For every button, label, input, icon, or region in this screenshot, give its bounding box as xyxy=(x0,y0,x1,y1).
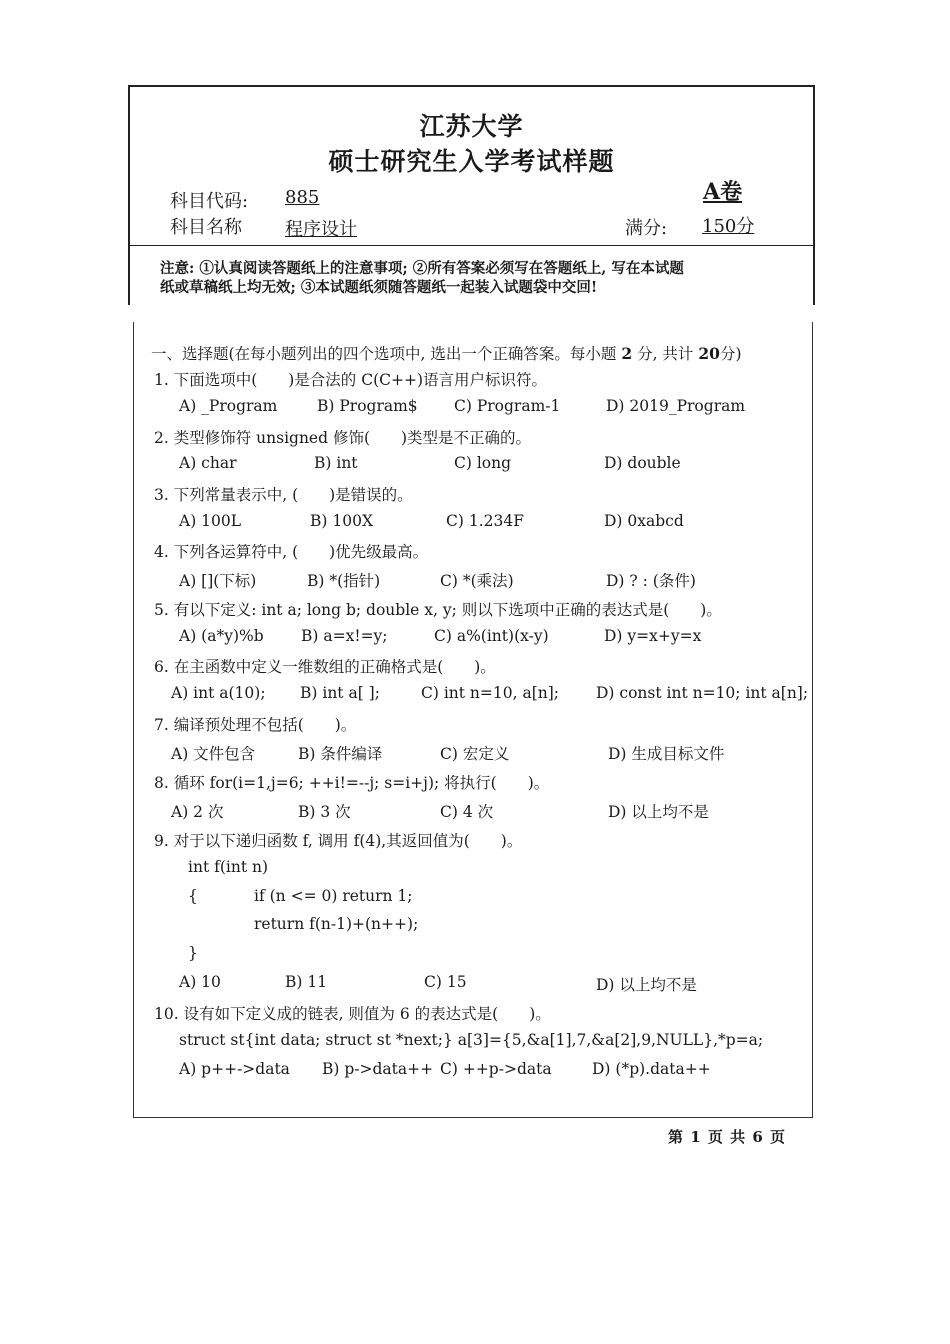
subject-name: 程序设计 xyxy=(285,219,357,240)
code-line: return f(n-1)+(n++); xyxy=(254,915,419,933)
header-divider xyxy=(130,245,813,246)
question-8: 8. 循环 for(i=1,j=6; ++i!=--j; s=i+j); 将执行( )。 xyxy=(154,774,550,792)
option-9a: A) 10 xyxy=(179,973,221,991)
option-8d: D) 以上均不是 xyxy=(608,803,709,821)
option-10d: D) (*p).data++ xyxy=(592,1060,711,1078)
subject-code-label: 科目代码: xyxy=(170,191,249,212)
option-4a: A) [](下标) xyxy=(179,572,257,590)
option-6d: D) const int n=10; int a[n]; xyxy=(596,684,809,702)
option-8b: B) 3 次 xyxy=(298,803,351,821)
question-2: 2. 类型修饰符 unsigned 修饰( )类型是不正确的。 xyxy=(154,429,532,447)
option-2d: D) double xyxy=(604,454,681,472)
option-4b: B) *(指针) xyxy=(307,572,381,590)
option-2b: B) int xyxy=(314,454,358,472)
question-5: 5. 有以下定义: int a; long b; double x, y; 则以下选项中正确的表达式是( )。 xyxy=(154,601,722,619)
notice-line-1: 注意: ①认真阅读答题纸上的注意事项; ②所有答案必须写在答题纸上, 写在本试题 xyxy=(160,260,684,277)
question-body xyxy=(133,322,813,1118)
option-9d: D) 以上均不是 xyxy=(596,976,697,994)
code-line: int f(int n) xyxy=(188,858,269,876)
option-5a: A) (a*y)%b xyxy=(179,627,264,645)
section-title: 一、选择题(在每小题列出的四个选项中, 选出一个正确答案。每小题 2 分, 共计 20分) xyxy=(151,344,742,363)
option-7c: C) 宏定义 xyxy=(440,745,510,763)
question-3: 3. 下列常量表示中, ( )是错误的。 xyxy=(154,486,413,504)
question-10: 10. 设有如下定义成的链表, 则值为 6 的表达式是( )。 xyxy=(154,1005,551,1023)
exam-title: 硕士研究生入学考试样题 xyxy=(328,147,615,176)
question-1: 1. 下面选项中( )是合法的 C(C++)语言用户标识符。 xyxy=(154,371,548,389)
points-total: 20 xyxy=(698,344,720,363)
option-8c: C) 4 次 xyxy=(440,803,494,821)
option-6a: A) int a(10); xyxy=(171,684,266,702)
option-2c: C) long xyxy=(454,454,512,472)
option-1a: A) _Program xyxy=(179,397,278,415)
option-10c: C) ++p->data xyxy=(440,1060,552,1078)
exam-header xyxy=(128,85,815,305)
option-7d: D) 生成目标文件 xyxy=(608,745,725,763)
option-3c: C) 1.234F xyxy=(446,512,524,530)
notice-line-2: 纸或草稿纸上均无效; ③本试题纸须随答题纸一起装入试题袋中交回! xyxy=(160,279,598,296)
option-8a: A) 2 次 xyxy=(171,803,224,821)
paper-version: A卷 xyxy=(703,179,743,205)
question-9: 9. 对于以下递归函数 f, 调用 f(4),其返回值为( )。 xyxy=(154,832,523,850)
points-each: 2 xyxy=(621,344,633,363)
code-line: if (n <= 0) return 1; xyxy=(254,887,413,905)
option-5b: B) a=x!=y; xyxy=(301,627,388,645)
option-1b: B) Program$ xyxy=(317,397,418,415)
option-10a: A) p++->data xyxy=(179,1060,290,1078)
code-line: } xyxy=(188,944,198,962)
university-title: 江苏大学 xyxy=(419,112,524,141)
option-3d: D) 0xabcd xyxy=(604,512,684,530)
subject-code: 885 xyxy=(285,187,320,208)
subject-name-label: 科目名称 xyxy=(170,217,242,238)
question-6: 6. 在主函数中定义一维数组的正确格式是( )。 xyxy=(154,658,496,676)
option-2a: A) char xyxy=(179,454,237,472)
option-1d: D) 2019_Program xyxy=(606,397,746,415)
code-line: { xyxy=(188,887,198,905)
option-3b: B) 100X xyxy=(310,512,373,530)
option-4d: D) ? : (条件) xyxy=(606,572,696,590)
full-score-label: 满分: xyxy=(625,218,668,239)
option-6b: B) int a[ ]; xyxy=(300,684,380,702)
option-5d: D) y=x+y=x xyxy=(604,627,702,645)
option-9b: B) 11 xyxy=(285,973,328,991)
option-9c: C) 15 xyxy=(424,973,467,991)
option-7b: B) 条件编译 xyxy=(298,745,383,763)
question-4: 4. 下列各运算符中, ( )优先级最高。 xyxy=(154,543,429,561)
question-7: 7. 编译预处理不包括( )。 xyxy=(154,716,357,734)
option-10b: B) p->data++ xyxy=(322,1060,434,1078)
full-score: 150分 xyxy=(702,216,755,237)
option-6c: C) int n=10, a[n]; xyxy=(421,684,560,702)
option-1c: C) Program-1 xyxy=(454,397,561,415)
option-7a: A) 文件包含 xyxy=(171,745,256,763)
page-number: 第 1 页 共 6 页 xyxy=(668,1128,786,1146)
option-3a: A) 100L xyxy=(179,512,242,530)
option-5c: C) a%(int)(x-y) xyxy=(434,627,549,645)
option-4c: C) *(乘法) xyxy=(440,572,514,590)
code-line: struct st{int data; struct st *next;} a[3]={5,&a[1],7,&a[2],9,NULL},*p=a; xyxy=(179,1031,764,1049)
